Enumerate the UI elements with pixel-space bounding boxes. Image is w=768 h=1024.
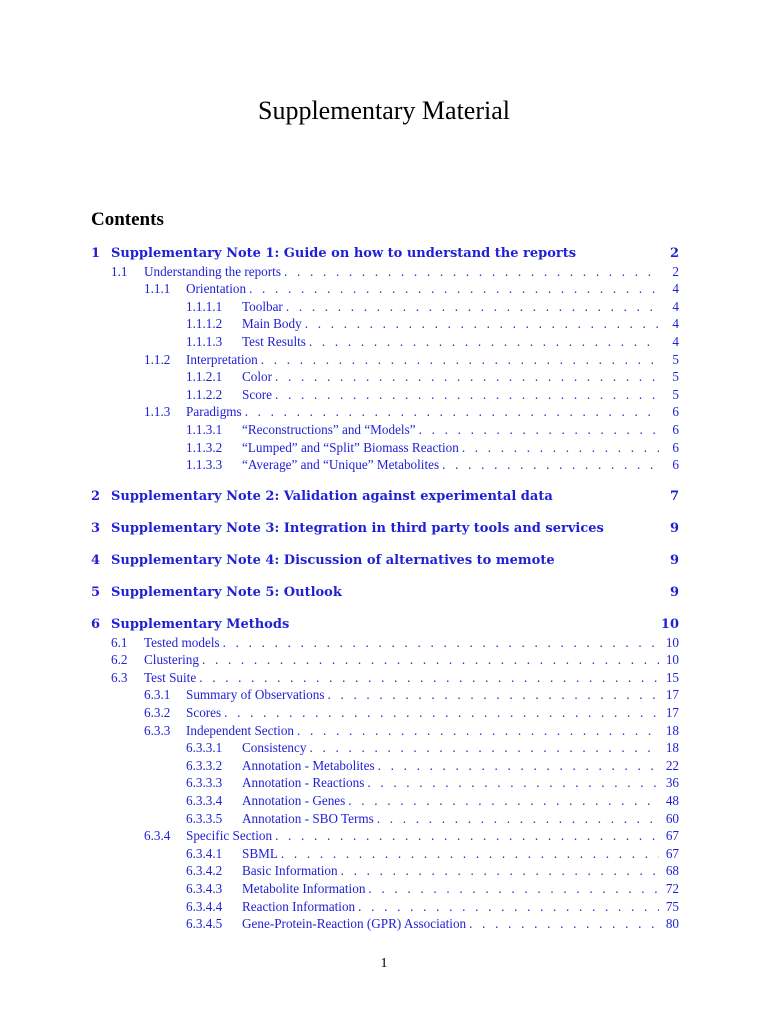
- toc-entry-page[interactable]: 72: [665, 880, 679, 896]
- toc-dot-leader: [221, 704, 659, 722]
- toc-entry[interactable]: [91, 333, 679, 351]
- toc-entry[interactable]: [91, 298, 679, 316]
- toc-entry-title[interactable]: Understanding the reports: [144, 263, 281, 279]
- toc-entry-title[interactable]: Supplementary Note 5: Outlook: [111, 585, 342, 601]
- toc-entry-number: 6.3.4.1: [186, 845, 223, 861]
- toc-entry[interactable]: [91, 351, 679, 369]
- toc-entry-number: 1.1.1: [144, 281, 171, 297]
- toc-entry-number: 1.1.2.1: [186, 369, 223, 385]
- toc-entry[interactable]: [91, 488, 679, 506]
- toc-entry-page[interactable]: 10: [665, 652, 679, 668]
- toc-dot-leader: [324, 686, 659, 704]
- toc-entry-number: 6.3.2: [144, 705, 171, 721]
- toc-entry-title[interactable]: Annotation - Metabolites: [242, 757, 375, 773]
- page-number: 1: [380, 956, 388, 971]
- toc-entry-title[interactable]: “Reconstructions” and “Models”: [242, 421, 416, 437]
- toc-entry[interactable]: [91, 368, 679, 386]
- toc-entry[interactable]: [91, 634, 679, 652]
- toc-dot-leader: [365, 880, 659, 898]
- toc-entry-number: 1.1.2.2: [186, 386, 223, 402]
- toc-dot-leader: [306, 333, 659, 351]
- toc-dot-leader: [364, 774, 659, 792]
- toc-entry-number: 6.3.3.5: [186, 810, 223, 826]
- toc-entry-page[interactable]: 10: [660, 617, 679, 633]
- toc-entry-number: 6.3.4.3: [186, 880, 223, 896]
- toc-entry-number: 3: [91, 521, 101, 537]
- toc-entry-title[interactable]: Color: [242, 369, 273, 385]
- toc-entry[interactable]: [91, 651, 679, 669]
- toc-entry-page[interactable]: 67: [665, 845, 679, 861]
- toc-entry-title[interactable]: Annotation - Reactions: [242, 775, 365, 791]
- toc-entry[interactable]: [91, 810, 679, 828]
- toc-dot-leader: [242, 403, 659, 421]
- toc-entry[interactable]: [91, 686, 679, 704]
- page-title: Supplementary Material: [258, 96, 510, 125]
- toc-entry-title[interactable]: SBML: [242, 845, 278, 861]
- toc-entry-title[interactable]: Clustering: [144, 652, 199, 668]
- toc-entry-page[interactable]: 2: [672, 263, 679, 279]
- toc-dot-leader: [272, 368, 659, 386]
- toc-entry-page[interactable]: 6: [672, 404, 679, 420]
- toc-entry-page[interactable]: 4: [672, 298, 679, 314]
- toc-entry-page[interactable]: 5: [672, 369, 679, 385]
- toc-entry-title[interactable]: Supplementary Note 1: Guide on how to understand the reports: [111, 246, 577, 261]
- contents-heading: Contents: [91, 209, 164, 230]
- toc-entry-title[interactable]: Supplementary Methods: [111, 617, 290, 633]
- toc-dot-leader: [302, 315, 659, 333]
- toc-dot-leader: [294, 722, 659, 740]
- toc-entry-title[interactable]: Consistency: [242, 740, 307, 756]
- toc-entry-page[interactable]: 18: [665, 722, 679, 738]
- toc-entry[interactable]: [91, 552, 679, 570]
- toc-dot-leader: [272, 386, 659, 404]
- toc-dot-leader: [283, 298, 659, 316]
- toc-entry-title[interactable]: Test Results: [242, 333, 306, 349]
- toc-entry-title[interactable]: Gene-Protein-Reaction (GPR) Association: [242, 916, 467, 932]
- toc-entry-page[interactable]: 4: [672, 281, 679, 297]
- toc-entry-page[interactable]: 4: [672, 316, 679, 332]
- toc-entry-title[interactable]: Scores: [186, 705, 222, 721]
- toc-entry-title[interactable]: Main Body: [242, 316, 302, 332]
- toc-dot-leader: [220, 634, 659, 652]
- toc-entry-number: 4: [91, 553, 101, 569]
- toc-dot-leader: [345, 792, 659, 810]
- toc-dot-leader: [375, 757, 659, 775]
- toc-entry-page[interactable]: 22: [665, 757, 679, 773]
- toc-entry[interactable]: [91, 845, 679, 863]
- toc-dot-leader: [272, 827, 659, 845]
- toc-entry-title[interactable]: Specific Section: [186, 828, 273, 844]
- toc-dot-leader: [374, 810, 659, 828]
- toc-entry[interactable]: [91, 456, 679, 474]
- toc-entry-number: 6.3.1: [144, 687, 171, 703]
- toc-entry-page[interactable]: 17: [665, 687, 679, 703]
- toc-entry[interactable]: [91, 898, 679, 916]
- toc-entry-title[interactable]: “Average” and “Unique” Metabolites: [242, 457, 440, 473]
- toc-entry-title[interactable]: Supplementary Note 2: Validation against experimental data: [111, 489, 553, 505]
- toc-entry-page[interactable]: 6: [672, 457, 679, 473]
- toc-entry-title[interactable]: Orientation: [186, 281, 247, 297]
- toc-dot-leader: [306, 739, 659, 757]
- toc-entry-title[interactable]: Score: [242, 386, 273, 402]
- toc-dot-leader: [281, 263, 659, 281]
- toc-entry-page[interactable]: 6: [672, 421, 679, 437]
- toc-entry[interactable]: [91, 263, 679, 281]
- toc-entry[interactable]: [91, 827, 679, 845]
- toc-entry-number: 6.1: [111, 634, 128, 650]
- toc-entry-page[interactable]: 5: [672, 351, 679, 367]
- toc-entry-page[interactable]: 48: [665, 792, 679, 808]
- toc-entry-title[interactable]: Metabolite Information: [242, 880, 366, 896]
- toc-entry-number: 1.1.3.3: [186, 457, 223, 473]
- toc-entry-page[interactable]: 6: [672, 439, 679, 455]
- toc-entry-number: 6.3.4.4: [186, 898, 223, 914]
- toc-entry-page[interactable]: 75: [665, 898, 679, 914]
- toc-entry[interactable]: [91, 704, 679, 722]
- toc-entry-number: 6.3.3.4: [186, 792, 223, 808]
- toc-entry[interactable]: [91, 616, 679, 634]
- toc-dot-leader: [355, 898, 659, 916]
- toc-entry[interactable]: [91, 315, 679, 333]
- toc-entry-page[interactable]: 80: [665, 916, 679, 932]
- toc-entry-page[interactable]: 9: [669, 521, 679, 537]
- toc-entry[interactable]: [91, 245, 679, 263]
- toc-entry[interactable]: [91, 386, 679, 404]
- toc-entry-title[interactable]: Annotation - Genes: [242, 792, 346, 808]
- toc-dot-leader: [278, 845, 659, 863]
- toc-entry-page[interactable]: 7: [669, 489, 679, 505]
- toc-entry[interactable]: [91, 280, 679, 298]
- toc-entry-page[interactable]: 2: [669, 246, 679, 261]
- toc-entry-number: 1.1.3.1: [186, 421, 223, 437]
- toc-dot-leader: [196, 669, 659, 687]
- toc-entry-page[interactable]: 36: [665, 775, 679, 791]
- toc-entry-page[interactable]: 4: [672, 333, 679, 349]
- toc-entry-title[interactable]: Reaction Information: [242, 898, 356, 914]
- toc-entry[interactable]: [91, 862, 679, 880]
- toc-entry-number: 1.1.1.3: [186, 333, 223, 349]
- toc-dot-leader: [258, 351, 659, 369]
- toc-entry-page[interactable]: 68: [665, 863, 679, 879]
- toc-dot-leader: [246, 280, 659, 298]
- toc-entry[interactable]: [91, 739, 679, 757]
- toc-entry[interactable]: [91, 757, 679, 775]
- toc-entry-title[interactable]: Summary of Observations: [186, 687, 325, 703]
- toc-entry-number: 5: [91, 585, 101, 601]
- toc-entry-page[interactable]: 15: [665, 669, 679, 685]
- toc-entry-page[interactable]: 18: [665, 740, 679, 756]
- toc-entry-title[interactable]: Independent Section: [186, 722, 295, 738]
- toc-entry-title[interactable]: Supplementary Note 4: Discussion of alternatives to memote: [111, 553, 555, 569]
- toc-entry-page[interactable]: 5: [672, 386, 679, 402]
- toc-entry-title[interactable]: Basic Information: [242, 863, 338, 879]
- toc-entry-title[interactable]: Annotation - SBO Terms: [242, 810, 374, 826]
- toc-entry-title[interactable]: Supplementary Note 3: Integration in third party tools and services: [111, 521, 604, 537]
- toc-entry-number: 1.1.3.2: [186, 439, 223, 455]
- toc-entry-number: 6.3.4.2: [186, 863, 223, 879]
- toc-entry-number: 6: [91, 617, 101, 633]
- toc-entry[interactable]: [91, 403, 679, 421]
- toc-entry-title[interactable]: Tested models: [144, 634, 220, 650]
- toc-entry-number: 1: [91, 246, 101, 261]
- toc-entry-number: 6.3.3.1: [186, 740, 223, 756]
- toc-dot-leader: [199, 651, 659, 669]
- toc-entry-title[interactable]: Test Suite: [144, 669, 197, 685]
- toc-entry[interactable]: [91, 421, 679, 439]
- toc-entry-title[interactable]: Paradigms: [186, 404, 242, 420]
- toc-entry-number: 6.2: [111, 652, 128, 668]
- toc-entry[interactable]: [91, 880, 679, 898]
- toc-dot-leader: [439, 456, 659, 474]
- toc-entry[interactable]: [91, 792, 679, 810]
- toc-dot-leader: [459, 439, 659, 457]
- toc-entry[interactable]: [91, 774, 679, 792]
- toc-dot-leader: [466, 915, 659, 933]
- toc-entry-page[interactable]: 10: [665, 634, 679, 650]
- toc-entry-page[interactable]: 9: [669, 553, 679, 569]
- toc-entry-number: 1.1.3: [144, 404, 171, 420]
- toc-entry-title[interactable]: “Lumped” and “Split” Biomass Reaction: [242, 439, 459, 455]
- toc-entry-number: 6.3.3.2: [186, 757, 223, 773]
- toc-entry[interactable]: [91, 669, 679, 687]
- toc-entry-page[interactable]: 67: [665, 828, 679, 844]
- toc-entry-number: 1.1.1.1: [186, 298, 223, 314]
- toc-entry-number: 6.3.4.5: [186, 916, 223, 932]
- toc-entry[interactable]: [91, 520, 679, 538]
- toc-entry[interactable]: [91, 915, 679, 933]
- toc-entry-page[interactable]: 9: [669, 585, 679, 601]
- toc-entry-number: 6.3.3.3: [186, 775, 223, 791]
- toc-dot-leader: [338, 862, 659, 880]
- toc-entry-page[interactable]: 60: [665, 810, 679, 826]
- toc-entry-title[interactable]: Toolbar: [242, 298, 283, 314]
- toc-entry-number: 6.3.3: [144, 722, 171, 738]
- toc-entry-number: 6.3.4: [144, 828, 171, 844]
- toc-entry[interactable]: [91, 439, 679, 457]
- toc-entry-number: 1.1: [111, 263, 128, 279]
- toc-entry-page[interactable]: 17: [665, 705, 679, 721]
- toc-entry-number: 1.1.1.2: [186, 316, 223, 332]
- toc-entry[interactable]: [91, 722, 679, 740]
- table-of-contents: [91, 245, 679, 933]
- toc-entry-number: 1.1.2: [144, 351, 171, 367]
- toc-entry-number: 6.3: [111, 669, 128, 685]
- toc-entry-number: 2: [91, 489, 101, 505]
- toc-entry-title[interactable]: Interpretation: [186, 351, 258, 367]
- toc-entry[interactable]: [91, 584, 679, 602]
- toc-dot-leader: [416, 421, 659, 439]
